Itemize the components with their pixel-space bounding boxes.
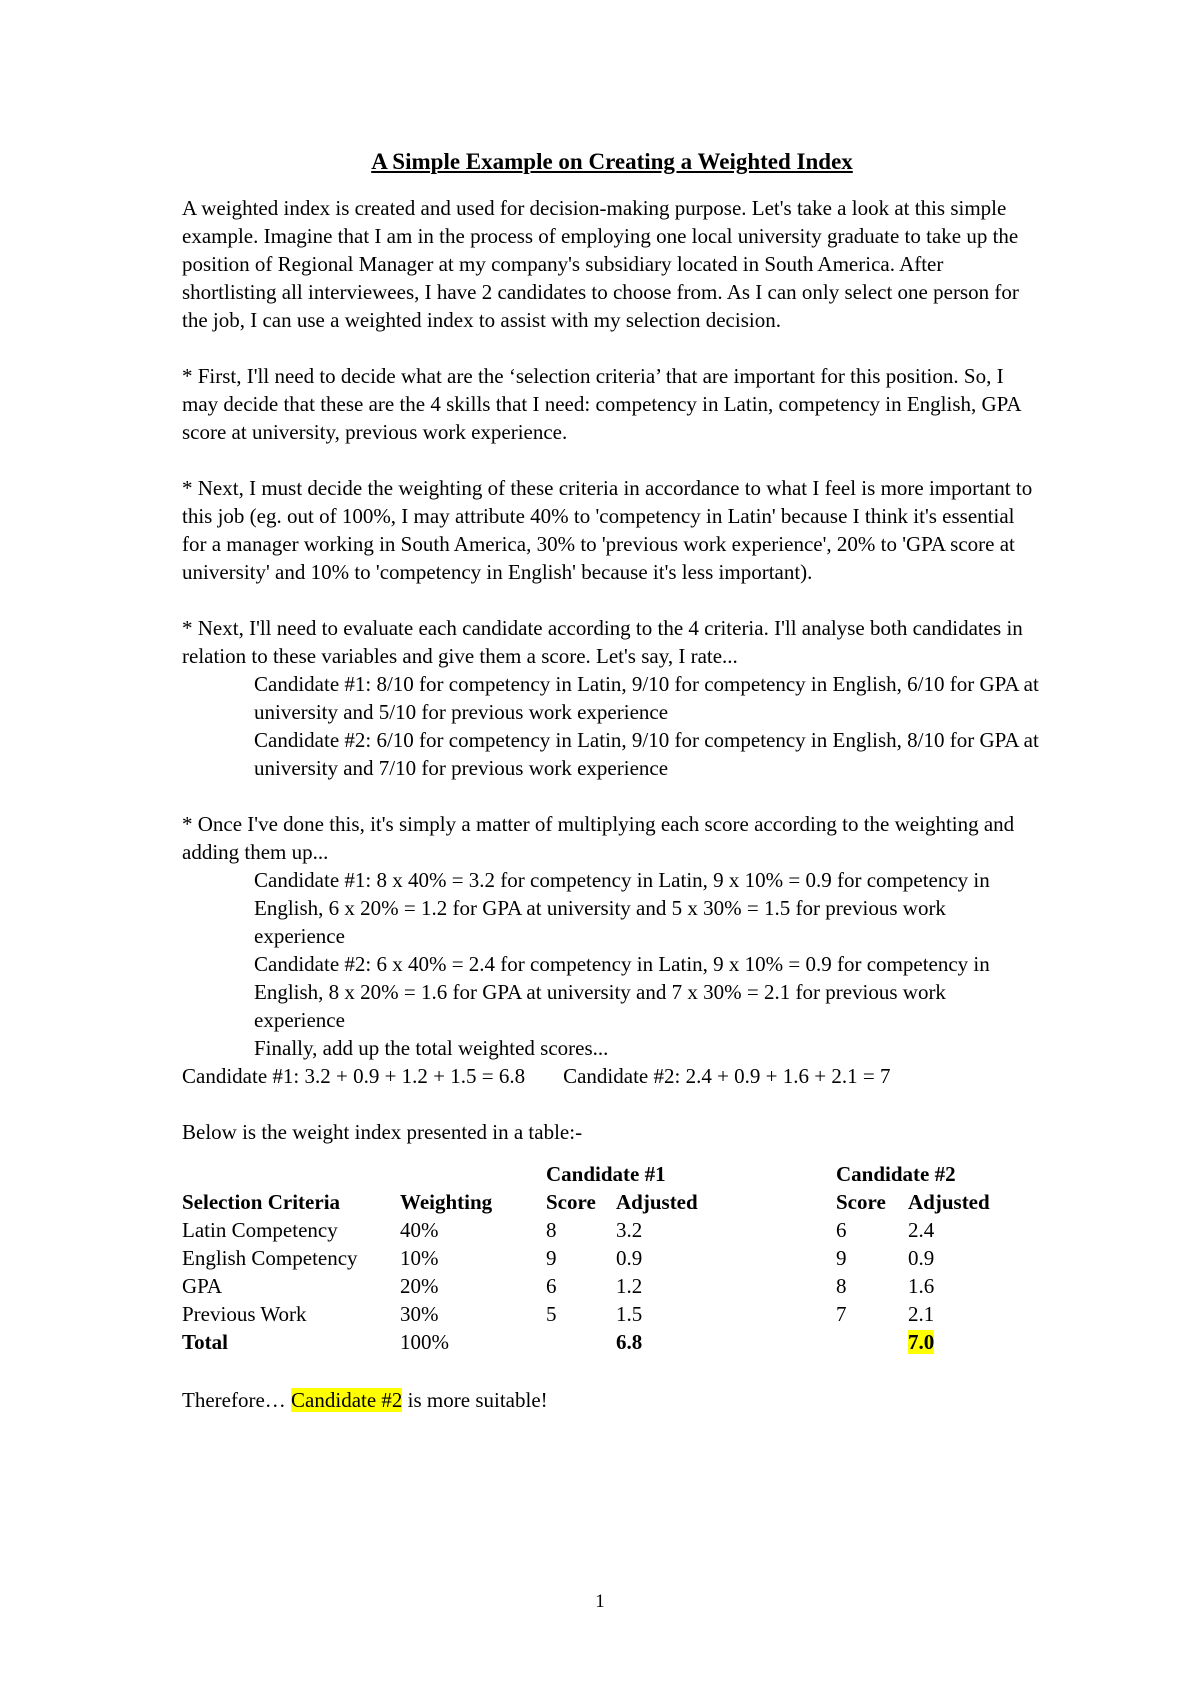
step3-candidate2: Candidate #2: 6/10 for competency in Latin, 9/10 for competency in English, 8/10 for GPA at university and 7/10 for previous work experience: [254, 728, 1039, 780]
totals-candidate1: Candidate #1: 3.2 + 0.9 + 1.2 + 1.5 = 6.8: [182, 1064, 526, 1088]
row-c1-adjusted: 1.5: [616, 1302, 643, 1326]
row-c1-adjusted: 1.2: [616, 1274, 643, 1298]
conclusion-suffix: is more suitable!: [402, 1388, 548, 1412]
header-criteria: Selection Criteria: [182, 1190, 341, 1214]
table-row: [182, 1244, 1028, 1272]
row-c1-adjusted: 3.2: [616, 1218, 643, 1242]
row-weighting: 30%: [400, 1302, 439, 1326]
row-c1-score: 8: [546, 1218, 557, 1242]
row-c2-adjusted: 2.4: [908, 1218, 935, 1242]
row-criteria: English Competency: [182, 1246, 358, 1270]
intro-paragraph: A weighted index is created and used for decision-making purpose. Let's take a look at this simple example. Imagine that I am in the process of employing one local university graduate to take up the position of Regional Manager at my company's subsidiary located in South America. After shortlisting all interviewees, I have 2 candidates to choose from. As I can only select one person for the job, I can use a weighted index to assist with my selection decision.: [182, 196, 1019, 332]
table-intro: Below is the weight index presented in a table:-: [182, 1120, 583, 1144]
step3-paragraph: * Next, I'll need to evaluate each candidate according to the 4 criteria. I'll analyse both candidates in relation to these variables and give them a score. Let's say, I rate...: [182, 616, 1023, 668]
row-c2-score: 8: [836, 1274, 847, 1298]
candidate2-header: Candidate #2: [836, 1162, 956, 1186]
total-c2: 7.0: [908, 1330, 935, 1354]
row-c2-score: 9: [836, 1246, 847, 1270]
total-c1: 6.8: [616, 1330, 643, 1354]
row-criteria: Previous Work: [182, 1302, 307, 1326]
document-page: [182, 138, 1042, 1414]
totals-line: [182, 1062, 1042, 1090]
row-weighting: 10%: [400, 1246, 439, 1270]
header-c2-adjusted: Adjusted: [908, 1190, 990, 1214]
row-c2-score: 6: [836, 1218, 847, 1242]
header-c1-adjusted: Adjusted: [616, 1190, 698, 1214]
row-c2-adjusted: 1.6: [908, 1274, 935, 1298]
step3-candidate1: Candidate #1: 8/10 for competency in Latin, 9/10 for competency in English, 6/10 for GPA at university and 5/10 for previous work experience: [254, 672, 1039, 724]
row-weighting: 20%: [400, 1274, 439, 1298]
conclusion-highlight: Candidate #2: [291, 1388, 403, 1412]
row-c2-adjusted: 2.1: [908, 1302, 935, 1326]
header-c1-score: Score: [546, 1190, 596, 1214]
row-c1-score: 6: [546, 1274, 557, 1298]
step4-paragraph: * Once I've done this, it's simply a matter of multiplying each score according to the weighting and adding them up...: [182, 812, 1015, 864]
weighted-index-table: [182, 1160, 1028, 1356]
row-criteria: GPA: [182, 1274, 223, 1298]
step1-paragraph: * First, I'll need to decide what are the ‘selection criteria’ that are important for this position. So, I may decide that these are the 4 skills that I need: competency in Latin, competency in English, GPA score at university, previous work experience.: [182, 364, 1021, 444]
table-row: [182, 1272, 1028, 1300]
table-row: [182, 1300, 1028, 1328]
step2-paragraph: * Next, I must decide the weighting of these criteria in accordance to what I feel is more important to this job (eg. out of 100%, I may attribute 40% to 'competency in Latin' because I think it's essential for a manager working in South America, 30% to 'previous work experience', 20% to 'GPA score at university' and 10% to 'competency in English' because it's less important).: [182, 476, 1033, 584]
total-label: Total: [182, 1330, 228, 1354]
step3-section: [182, 614, 1042, 782]
candidate1-header: Candidate #1: [546, 1162, 666, 1186]
step4-section: [182, 810, 1042, 1090]
page-number: 1: [595, 1591, 605, 1612]
step4-finally: Finally, add up the total weighted scores...: [254, 1036, 609, 1060]
document-title: A Simple Example on Creating a Weighted Index: [371, 149, 853, 174]
total-weighting: 100%: [400, 1330, 449, 1354]
step4-candidate2: Candidate #2: 6 x 40% = 2.4 for competency in Latin, 9 x 10% = 0.9 for competency in English, 8 x 20% = 1.6 for GPA at university and 7 x 30% = 2.1 for previous work experience: [254, 952, 990, 1032]
row-criteria: Latin Competency: [182, 1218, 338, 1242]
header-c2-score: Score: [836, 1190, 886, 1214]
conclusion: [182, 1386, 1042, 1414]
row-c2-score: 7: [836, 1302, 847, 1326]
header-weighting: Weighting: [400, 1190, 493, 1214]
row-c1-score: 9: [546, 1246, 557, 1270]
table-row: [182, 1216, 1028, 1244]
table-group-header-row: [182, 1160, 1028, 1188]
totals-candidate2: Candidate #2: 2.4 + 0.9 + 1.6 + 2.1 = 7: [563, 1064, 891, 1088]
row-c2-adjusted: 0.9: [908, 1246, 935, 1270]
table-total-row: [182, 1328, 1028, 1356]
row-weighting: 40%: [400, 1218, 439, 1242]
step4-candidate1: Candidate #1: 8 x 40% = 3.2 for competency in Latin, 9 x 10% = 0.9 for competency in English, 6 x 20% = 1.2 for GPA at university and 5 x 30% = 1.5 for previous work experience: [254, 868, 990, 948]
row-c1-adjusted: 0.9: [616, 1246, 643, 1270]
table-header-row: [182, 1188, 1028, 1216]
row-c1-score: 5: [546, 1302, 557, 1326]
conclusion-prefix: Therefore…: [182, 1388, 292, 1412]
